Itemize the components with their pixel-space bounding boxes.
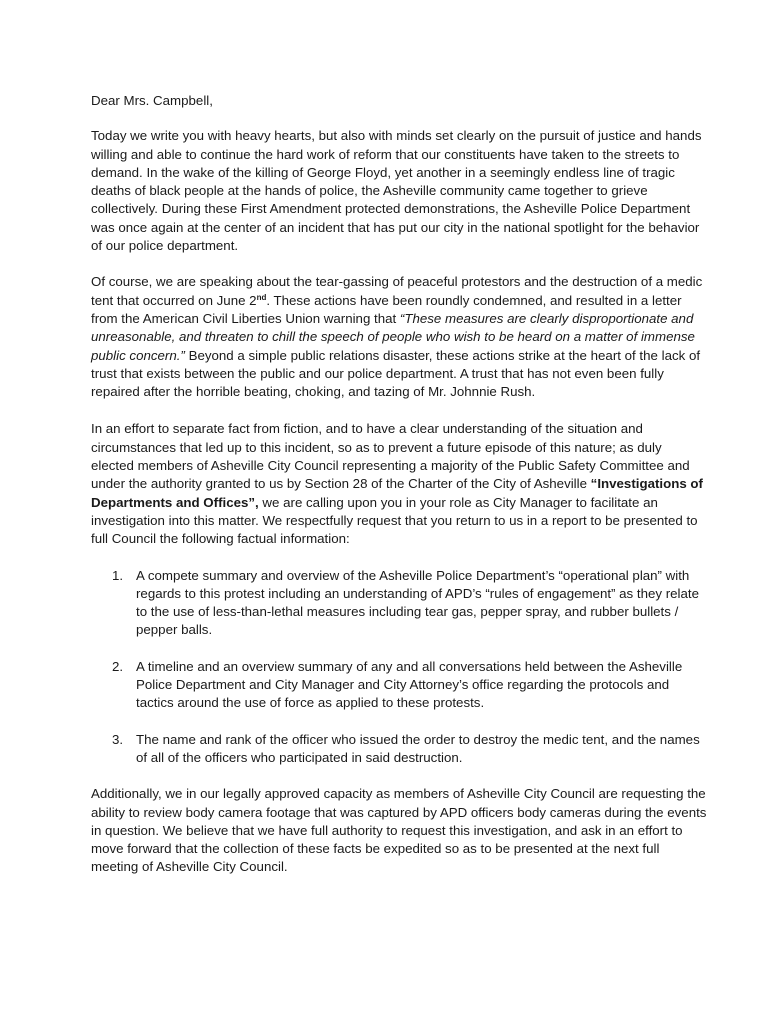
letter-paragraph-bodycam: Additionally, we in our legally approved capacity as members of Asheville City Council are requesting the ability to review body camera footage that was captured by APD officers body cameras during the events in question. We believe that we have full authority to request this investigation, and ask in an effort to move forward that the collection of these facts be expedited so as to be presented at the next full meeting of Asheville City Council.	[91, 786, 707, 875]
charter-section-title: “Investigations of Departments and Offices”,	[91, 476, 703, 510]
request-list	[91, 567, 708, 768]
request-item-text: The name and rank of the officer who issued the order to destroy the medic tent, and the names of all of the officers who participated in said destruction.	[136, 731, 700, 765]
request-text-a: In an effort to separate fact from fiction, and to have a clear understanding of the situation and circumstances that led up to this incident, so as to prevent a future episode of this nature; as duly elected members of Asheville City Council representing a majority of the Public Safety Committee and under the authority granted to us by Section 28 of the Charter of the City of Asheville	[91, 421, 690, 492]
letter-paragraph-intro: Today we write you with heavy hearts, but also with minds set clearly on the pursuit of justice and hands willing and able to continue the hard work of reform that our constituents have taken to the streets to demand. In the wake of the killing of George Floyd, yet another in a seemingly endless line of tragic deaths of black people at the hands of police, the Asheville community came together to grieve collectively. During these First Amendment protected demonstrations, the Asheville Police Department was once again at the center of an incident that has put our city in the national spotlight for the behavior of our police department.	[91, 128, 702, 254]
incident-text-b: . These actions have been roundly condemned, and resulted in a letter from the American Civil Liberties Union warning that	[91, 292, 682, 326]
request-item-number: 1.	[112, 567, 124, 583]
request-item-number: 3.	[112, 731, 124, 747]
request-item-text: A timeline and an overview summary of any and all conversations held between the Asheville Police Department and City Manager and City Attorney’s office regarding the protocols and tactics around the use of force as applied to these protests.	[136, 658, 683, 711]
request-text-b: we are calling upon you in your role as City Manager to facilitate an investigation into this matter. We respectfully request that you return to us in a report to be presented to full Council the following factual information:	[91, 494, 698, 547]
incident-text-a: Of course, we are speaking about the tear-gassing of peaceful protestors and the destruction of a medic tent that occurred on June 2	[91, 274, 703, 308]
letter-salutation: Dear Mrs. Campbell,	[91, 93, 213, 108]
letter-paragraph-request	[91, 420, 708, 548]
aclu-quote: “These measures are clearly disproportionate and unreasonable, and threaten to chill the speech of people who wish to be heard on a matter of immense public concern.”	[91, 310, 695, 363]
request-item	[112, 658, 708, 713]
request-item	[112, 567, 708, 640]
date-ordinal-suffix: nd	[256, 292, 267, 302]
request-item-text: A compete summary and overview of the Asheville Police Department’s “operational plan” with regards to this protest including an understanding of APD’s “rules of engagement” as they relate to the use of less-than-lethal measures including tear gas, pepper spray, and rubber bullets / pepper balls.	[136, 567, 699, 638]
incident-text-c: Beyond a simple public relations disaster, these actions strike at the heart of the lack of trust that exists between the public and our police department. A trust that has not even been fully repaired after the horrible beating, choking, and tazing of Mr. Johnnie Rush.	[91, 347, 701, 400]
letter-paragraph-incident	[91, 273, 708, 401]
request-item-number: 2.	[112, 658, 124, 674]
request-item	[112, 731, 708, 768]
